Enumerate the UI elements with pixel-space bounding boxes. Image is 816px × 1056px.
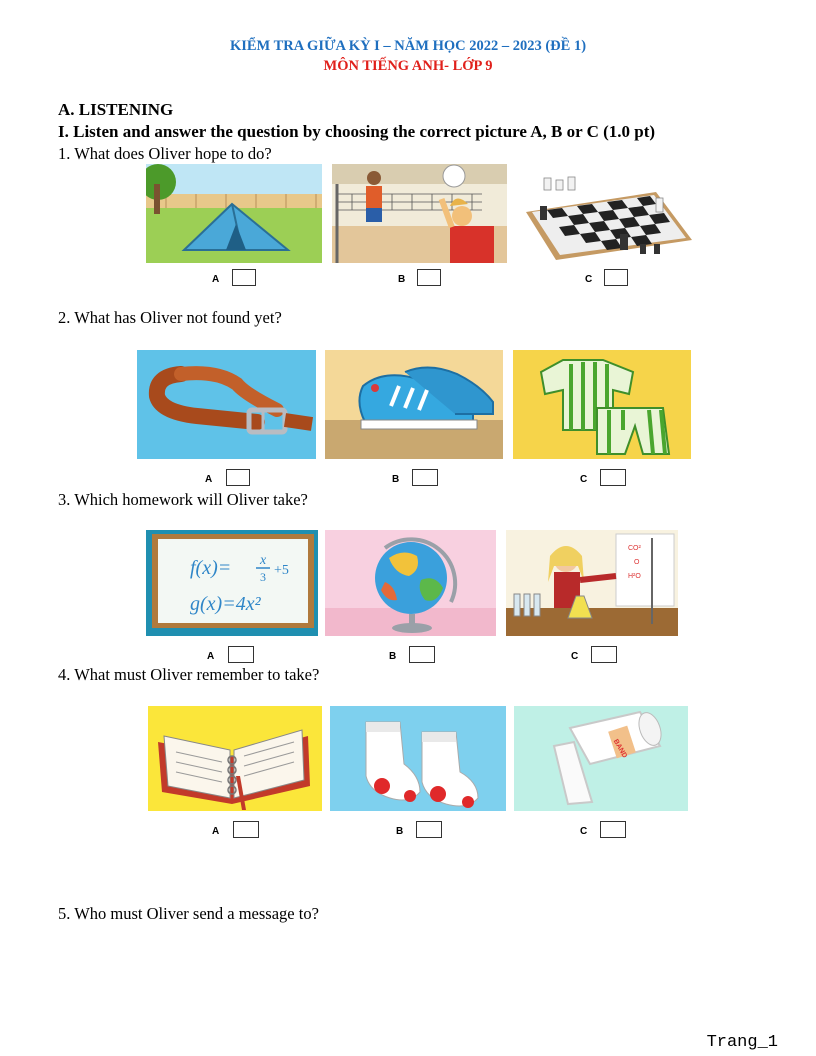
bandage-label: BAND (611, 738, 628, 760)
option-c-label: C (580, 474, 588, 485)
option-a-checkbox[interactable] (233, 821, 259, 838)
exam-title: KIỂM TRA GIỮA KỲ I – NĂM HỌC 2022 – 2023 (ĐỀ 1) (229, 38, 587, 54)
option-c-label: C (585, 274, 593, 285)
option-a-label: A (212, 274, 220, 285)
option-b-checkbox[interactable] (412, 469, 438, 486)
option-a-checkbox[interactable] (226, 469, 250, 486)
chess-picture (516, 164, 693, 263)
maths-picture (146, 530, 318, 636)
option-c-checkbox[interactable] (600, 469, 626, 486)
option-b-label: B (398, 274, 406, 285)
option-c-checkbox[interactable] (600, 821, 626, 838)
option-b-label: B (389, 651, 397, 662)
option-b-label: B (396, 826, 404, 837)
tent-picture (146, 164, 322, 263)
svg-text:CO²: CO² (628, 545, 641, 552)
option-b-label: B (392, 474, 400, 485)
formula-f: f(x)= (190, 557, 232, 579)
science-picture (506, 530, 678, 636)
exam-subject: MÔN TIẾNG ANH- LỚP 9 (323, 58, 493, 74)
bandage-picture (514, 706, 688, 811)
socks-picture (330, 706, 506, 811)
option-a-checkbox[interactable] (228, 646, 254, 663)
option-a-checkbox[interactable] (232, 269, 256, 286)
section-instruction: I. Listen and answer the question by choosing the correct picture A, B or C (1.0 pt) (58, 122, 656, 141)
option-c-label: C (571, 651, 579, 662)
pyjamas-picture (513, 350, 691, 459)
question-4: 4. What must Oliver remember to take? (58, 665, 320, 684)
volleyball-picture (332, 164, 507, 263)
shoes-picture (325, 350, 503, 459)
formula-plus: +5 (274, 563, 289, 578)
globe-picture (325, 530, 496, 636)
formula-denominator: 3 (260, 570, 266, 584)
option-c-checkbox[interactable] (604, 269, 628, 286)
formula-numerator: x (260, 553, 267, 568)
option-c-checkbox[interactable] (591, 646, 617, 663)
question-5: 5. Who must Oliver send a message to? (58, 904, 319, 923)
question-3: 3. Which homework will Oliver take? (58, 490, 308, 509)
option-b-checkbox[interactable] (417, 269, 441, 286)
svg-text:H²O: H²O (628, 573, 641, 580)
option-a-label: A (212, 826, 220, 837)
formula-g: g(x)=4x² (190, 593, 261, 615)
option-a-label: A (205, 474, 213, 485)
option-b-checkbox[interactable] (409, 646, 435, 663)
question-1: 1. What does Oliver hope to do? (58, 144, 272, 163)
question-2: 2. What has Oliver not found yet? (58, 308, 282, 327)
svg-text:O: O (634, 559, 640, 566)
option-a-label: A (207, 651, 215, 662)
option-c-label: C (580, 826, 588, 837)
page-number: Trang_1 (706, 1033, 778, 1052)
diary-picture (148, 706, 322, 811)
belt-picture (137, 350, 316, 459)
section-heading: A. LISTENING (58, 100, 174, 119)
option-b-checkbox[interactable] (416, 821, 442, 838)
